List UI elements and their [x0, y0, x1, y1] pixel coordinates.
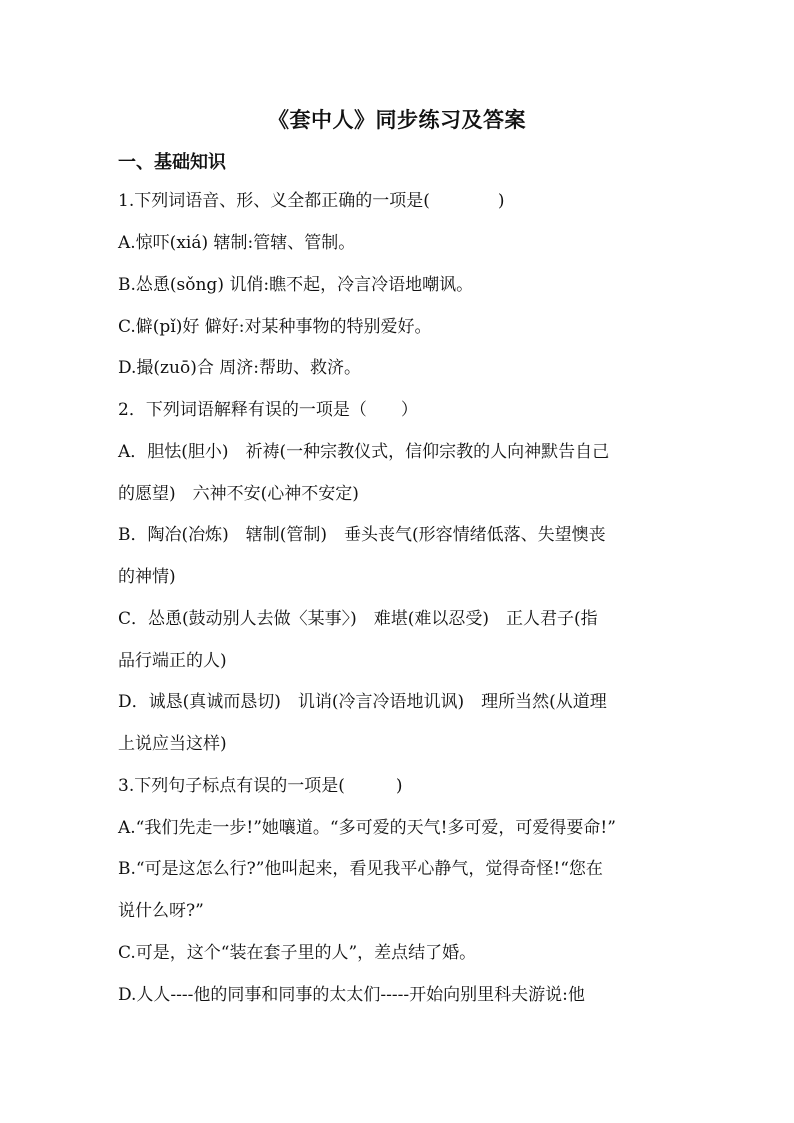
- question-2-option-b-line2: 的神情): [118, 567, 176, 587]
- question-3-option-a: A.“我们先走一步!”她嚷道。“多可爱的天气!多可爱，可爱得要命!”: [118, 818, 616, 838]
- question-1-option-c: C.僻(pǐ)好 僻好:对某种事物的特别爱好。: [118, 317, 432, 337]
- section-heading: 一、基础知识: [118, 152, 226, 173]
- question-2-option-c-line2: 品行端正的人): [118, 651, 227, 671]
- question-2-option-a-line1: A．胆怯(胆小) 祈祷(一种宗教仪式，信仰宗教的人向神默告自己: [118, 442, 610, 462]
- question-2-option-d-line1: D．诚恳(真诚而恳切) 讥诮(冷言冷语地讥讽) 理所当然(从道理: [118, 692, 607, 712]
- document-title: 《套中人》同步练习及答案: [268, 107, 526, 132]
- question-2-option-d-line2: 上说应当这样): [118, 734, 227, 754]
- question-3-option-b-line2: 说什么呀?”: [118, 901, 204, 921]
- question-2-stem: 2．下列词语解释有误的一项是（ ）: [118, 400, 418, 420]
- question-3-option-b-line1: B.“可是这怎么行?”他叫起来，看见我平心静气，觉得奇怪!“您在: [118, 859, 603, 879]
- question-1-stem: 1.下列词语音、形、义全都正确的一项是( ): [118, 191, 505, 211]
- question-3-option-c: C.可是，这个“装在套子里的人”，差点结了婚。: [118, 943, 477, 963]
- question-2-option-c-line1: C．怂恿(鼓动别人去做〈某事〉) 难堪(难以忍受) 正人君子(指: [118, 609, 598, 629]
- question-2-option-b-line1: B．陶冶(冶炼) 辖制(管制) 垂头丧气(形容情绪低落、失望懊丧: [118, 525, 606, 545]
- question-3-option-d: D.人人----他的同事和同事的太太们-----开始向别里科夫游说:他: [118, 985, 585, 1005]
- question-3-stem: 3.下列句子标点有误的一项是( ): [118, 776, 403, 796]
- question-1-option-d: D.撮(zuō)合 周济:帮助、救济。: [118, 358, 361, 378]
- question-1-option-b: B.怂恿(sǒng) 讥俏:瞧不起，冷言冷语地嘲讽。: [118, 275, 474, 295]
- question-1-option-a: A.惊吓(xiá) 辖制:管辖、管制。: [118, 233, 356, 253]
- question-2-option-a-line2: 的愿望) 六神不安(心神不安定): [118, 484, 359, 504]
